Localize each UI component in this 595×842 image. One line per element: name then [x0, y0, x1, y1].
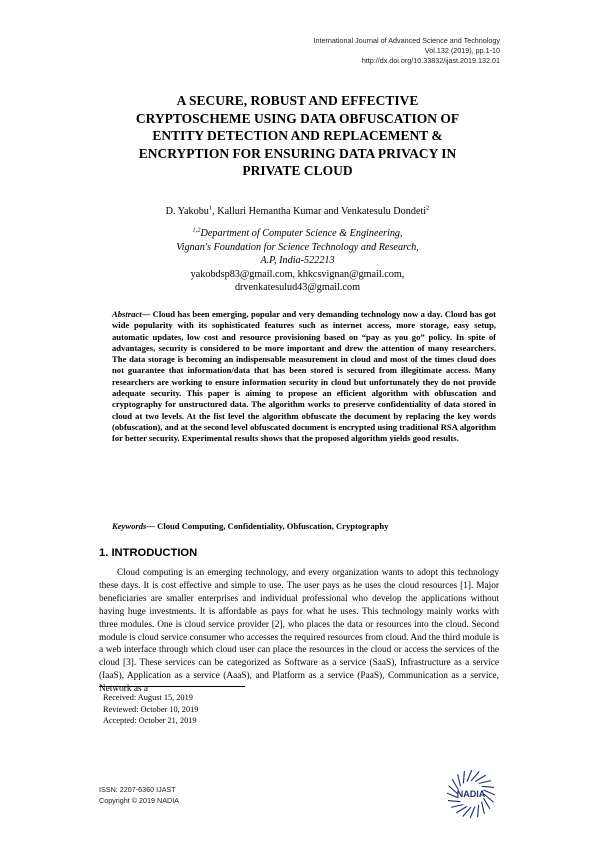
page-footer	[99, 785, 179, 806]
date-reviewed: Reviewed: October 10, 2019	[103, 704, 199, 714]
logo-text: NADIA	[456, 789, 486, 799]
affiliation-place: A.P, India-522213	[260, 255, 335, 266]
author-name: , Kalluri Hemantha Kumar and Venkatesulu Dondeti	[212, 206, 427, 217]
footnote-divider	[99, 686, 245, 687]
issn: ISSN: 2207-6360 IJAST	[99, 785, 176, 794]
affiliation-dept: $^{1,2}$Department of Computer Science & Engineering,	[192, 226, 403, 239]
title-line: CRYPTOSCHEME USING DATA OBFUSCATION OF	[135, 110, 460, 126]
abstract	[112, 309, 496, 445]
author-emails: yakobdsp83@gmail.com, khkcsvignan@gmail.com,	[190, 268, 405, 280]
keywords	[112, 521, 496, 531]
section-body: Cloud computing is an emerging technology, and every organization wants to adopt this technology these days. It is cost effective and simple to use. The user pays as he uses the cloud resources [1]. Major beneficiaries are smaller enterprises and individual professional who develop the applications without having huge investments. It is affordable as pays for what he uses. This technology mainly works with three modules. One is cloud service provider [2], who places the data or resources into the cloud. Second module is cloud service consumer who accesses the required resources from cloud. And the third module is a web interface through which cloud user can place the resources in the cloud or access the services of the cloud [3]. These services can be categorized as Software as a service (SaaS), Infrastructure as a service (IaaS), Application as a service (AaaS), and Platform as a service (PaaS), Communication as a service, Network as a	[99, 568, 499, 695]
affiliation	[95, 227, 500, 295]
copyright: Copyright © 2019 NADIA	[99, 795, 180, 805]
date-accepted: Accepted: October 21, 2019	[103, 716, 197, 725]
title-line: ENTITY DETECTION AND REPLACEMENT &	[152, 128, 443, 143]
keywords-text: — Cloud Computing, Confidentiality, Obfuscation, Cryptography	[146, 521, 389, 531]
journal-name: International Journal of Advanced Science and Technology	[313, 36, 500, 45]
affiliation-inst: Vignan's Foundation for Science Technology and Research,	[176, 241, 419, 253]
title-line: PRIVATE CLOUD	[242, 163, 353, 178]
abstract-label: Abstract	[112, 309, 142, 319]
date-received: Received: August 15, 2019	[103, 693, 193, 702]
author-sup: 2	[426, 204, 430, 212]
journal-volume: Vol.132 (2019), pp.1-10	[424, 46, 500, 55]
nadia-logo-icon	[445, 768, 497, 820]
title-line: ENCRYPTION FOR ENSURING DATA PRIVACY IN	[138, 145, 457, 161]
title-line: A SECURE, ROBUST AND EFFECTIVE	[176, 93, 419, 108]
running-header	[160, 36, 500, 66]
journal-doi: http://dx.doi.org/10.33832/ijast.2019.132.01	[361, 56, 500, 65]
submission-dates	[103, 692, 198, 727]
affiliation-sup: 1,2	[192, 226, 201, 234]
author-list	[95, 206, 500, 217]
author-name: D. Yakobu	[165, 206, 209, 217]
section-heading: 1. INTRODUCTION	[99, 547, 198, 559]
keywords-label: Keywords	[112, 521, 147, 531]
paper-title	[95, 92, 500, 180]
author-emails: drvenkatesulud43@gmail.com	[234, 282, 361, 293]
author-sup: 1	[208, 204, 213, 212]
abstract-text: — Cloud has been emerging, popular and very demanding technology now a day. Cloud has got wide popularity with its sophisticated features such as internet access, more storage, easy setup, automatic updates, low cost and resource provisioning based on “pay as you go” policy. In spite of advantages, security is considered to be more important and drew the attention of many researchers. The data storage is becoming an indispensable measurement in cloud and most of the times cloud does not guarantee that information/data that has been stored is secured from illegitimate access. Many researchers are working to ensure information security in cloud but unfortunately they do not provide adequate security. This paper is aiming to propose an efficient algorithm with obfuscation and cryptography for unstructured data. The algorithm works to preserve confidentiality of data stored in cloud at two levels. At the fist level the algorithm obfuscate the document by replacing the key words (obfuscation), and at the second level obfuscated document is encrypted using traditional RSA algorithm for better security. Experimental results shows that the proposed algorithm yields good results.	[112, 309, 496, 444]
